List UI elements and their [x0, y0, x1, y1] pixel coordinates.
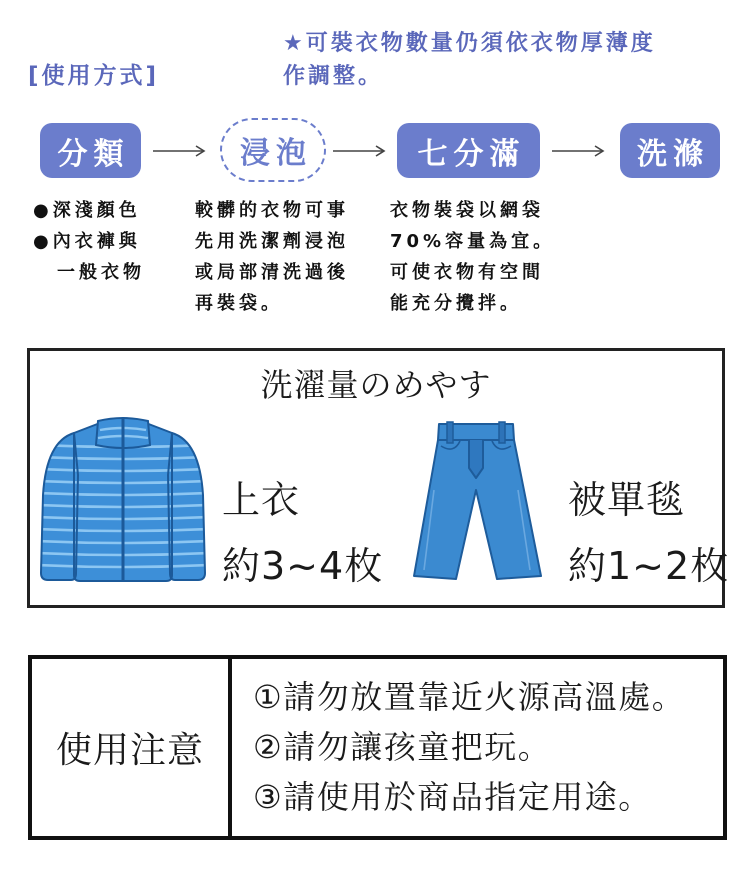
jeans-icon: [412, 420, 544, 585]
arrow-icon: [552, 144, 606, 158]
caution-table: [28, 655, 727, 840]
description-line: 能充分攪拌。: [390, 293, 522, 314]
description-line: 較髒的衣物可事: [195, 200, 349, 221]
step-label: 七分滿: [417, 136, 526, 172]
caution-item: ②請勿讓孩童把玩。: [253, 728, 552, 766]
description-line: 可使衣物有空間: [390, 262, 544, 283]
item-name: 被單毯: [568, 478, 686, 522]
step-wash-box: [620, 123, 720, 178]
arrow-icon: [153, 144, 207, 158]
caution-heading: 使用注意: [32, 659, 232, 836]
panel-title: 洗濯量のめやす: [260, 366, 492, 404]
caution-item: ①請勿放置靠近火源高溫處。: [253, 678, 686, 716]
usage-heading: [使用方式]: [28, 63, 160, 89]
step-label: 浸泡: [240, 136, 312, 171]
capacity-note: [283, 27, 656, 93]
item-amount: 約3~4枚: [222, 544, 384, 588]
step-fill-box: [397, 123, 540, 178]
item-amount: 約1~2枚: [568, 544, 730, 588]
description-line: ●深淺顏色: [33, 200, 141, 221]
note-line: 作調整。: [283, 64, 384, 89]
description-line: 一般衣物: [57, 262, 145, 283]
description-line: 70%容量為宜。: [390, 231, 556, 252]
step-label: 洗滌: [637, 136, 709, 172]
note-line: ★可裝衣物數量仍須依衣物厚薄度: [283, 31, 656, 56]
caution-item: ③請使用於商品指定用途。: [253, 778, 652, 816]
description-line: ●內衣褲與: [33, 231, 141, 252]
caution-list: [232, 659, 723, 836]
arrow-icon: [333, 144, 387, 158]
description-line: 衣物裝袋以網袋: [390, 200, 544, 221]
description-line: 先用洗潔劑浸泡: [195, 231, 349, 252]
description-line: 或局部清洗過後: [195, 262, 349, 283]
step-sort-description: [33, 195, 145, 288]
jacket-icon: [38, 415, 208, 583]
step-soak-box: [220, 118, 326, 182]
step-fill-description: [390, 195, 555, 319]
step-soak-description: [195, 195, 349, 319]
item-name: 上衣: [222, 478, 301, 522]
description-line: 再裝袋。: [195, 293, 283, 314]
step-sort-box: [40, 123, 141, 178]
capacity-panel: [27, 348, 730, 608]
step-label: 分類: [57, 136, 130, 172]
